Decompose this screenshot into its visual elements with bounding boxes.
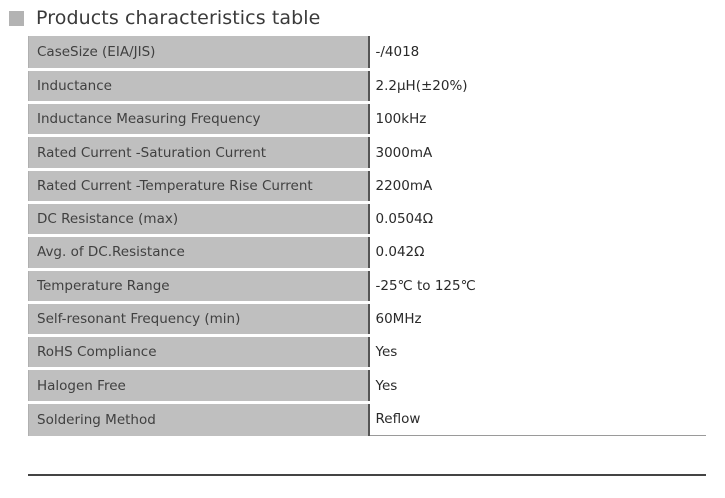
table-row xyxy=(29,369,707,402)
table-row xyxy=(29,36,707,69)
row-value-avg-dc-resistance: 0.042Ω xyxy=(369,236,707,269)
table-row xyxy=(29,103,707,136)
row-value-dc-resistance: 0.0504Ω xyxy=(369,202,707,235)
table-row xyxy=(29,236,707,269)
table-row xyxy=(29,302,707,335)
table-row xyxy=(29,269,707,302)
row-value-halogen-free: Yes xyxy=(369,369,707,402)
row-label-temperature-rise-current: Rated Current -Temperature Rise Current xyxy=(29,169,369,202)
row-label-inductance: Inductance xyxy=(29,69,369,102)
row-label-halogen-free: Halogen Free xyxy=(29,369,369,402)
row-value-temperature-rise-current: 2200mA xyxy=(369,169,707,202)
row-value-temperature-range: -25℃ to 125℃ xyxy=(369,269,707,302)
row-value-soldering-method: Reflow xyxy=(369,402,707,435)
table-row xyxy=(29,202,707,235)
row-label-dc-resistance: DC Resistance (max) xyxy=(29,202,369,235)
row-value-saturation-current: 3000mA xyxy=(369,136,707,169)
row-label-case-size: CaseSize (EIA/JIS) xyxy=(29,36,369,69)
row-value-case-size: -/4018 xyxy=(369,36,707,69)
table-row xyxy=(29,169,707,202)
row-label-avg-dc-resistance: Avg. of DC.Resistance xyxy=(29,236,369,269)
section-header xyxy=(9,5,320,31)
table-row xyxy=(29,136,707,169)
row-label-soldering-method: Soldering Method xyxy=(29,402,369,435)
row-label-saturation-current: Rated Current -Saturation Current xyxy=(29,136,369,169)
table-row xyxy=(29,402,707,435)
bullet-square-icon xyxy=(9,11,24,26)
page-title: Products characteristics table xyxy=(36,7,321,29)
row-label-measuring-frequency: Inductance Measuring Frequency xyxy=(29,103,369,136)
characteristics-table xyxy=(28,36,706,436)
row-label-temperature-range: Temperature Range xyxy=(29,269,369,302)
row-value-inductance: 2.2μH(±20%) xyxy=(369,69,707,102)
table-row xyxy=(29,69,707,102)
row-label-rohs-compliance: RoHS Compliance xyxy=(29,336,369,369)
row-value-rohs-compliance: Yes xyxy=(369,336,707,369)
table-bottom-divider xyxy=(28,474,706,476)
row-value-self-resonant-frequency: 60MHz xyxy=(369,302,707,335)
table-row xyxy=(29,336,707,369)
row-label-self-resonant-frequency: Self-resonant Frequency (min) xyxy=(29,302,369,335)
row-value-measuring-frequency: 100kHz xyxy=(369,103,707,136)
